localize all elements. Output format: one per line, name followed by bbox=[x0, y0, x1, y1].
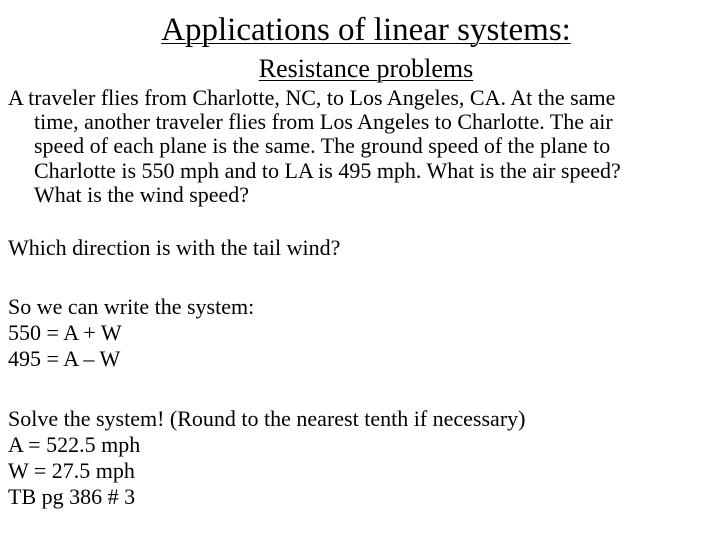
tailwind-question bbox=[8, 235, 340, 261]
question-text: Which direction is with the tail wind? bbox=[8, 235, 341, 260]
slide-subtitle: Resistance problems bbox=[258, 54, 474, 83]
problem-line: time, another traveler flies from Los Angeles to Charlotte. The air bbox=[34, 109, 613, 135]
system-intro: So we can write the system: bbox=[8, 294, 255, 319]
problem-statement bbox=[8, 86, 708, 207]
slide-title: Applications of linear systems: bbox=[161, 12, 571, 48]
solution-prompt: Solve the system! (Round to the nearest tenth if necessary) bbox=[8, 406, 526, 431]
answer-wind-speed: W = 27.5 mph bbox=[8, 458, 135, 483]
problem-line: What is the wind speed? bbox=[34, 181, 250, 207]
problem-line: speed of each plane is the same. The ground speed of the plane to bbox=[34, 133, 611, 159]
textbook-reference: TB pg 386 # 3 bbox=[8, 484, 136, 509]
answer-air-speed: A = 522.5 mph bbox=[8, 432, 141, 457]
equation-2: 495 = A – W bbox=[8, 346, 121, 371]
system-of-equations bbox=[8, 294, 254, 372]
equation-1: 550 = A + W bbox=[8, 320, 122, 345]
problem-line: Charlotte is 550 mph and to LA is 495 mph. What is the air speed? bbox=[34, 157, 621, 183]
problem-line: A traveler flies from Charlotte, NC, to Los Angeles, CA. At the same bbox=[8, 85, 616, 110]
solution bbox=[8, 406, 525, 510]
